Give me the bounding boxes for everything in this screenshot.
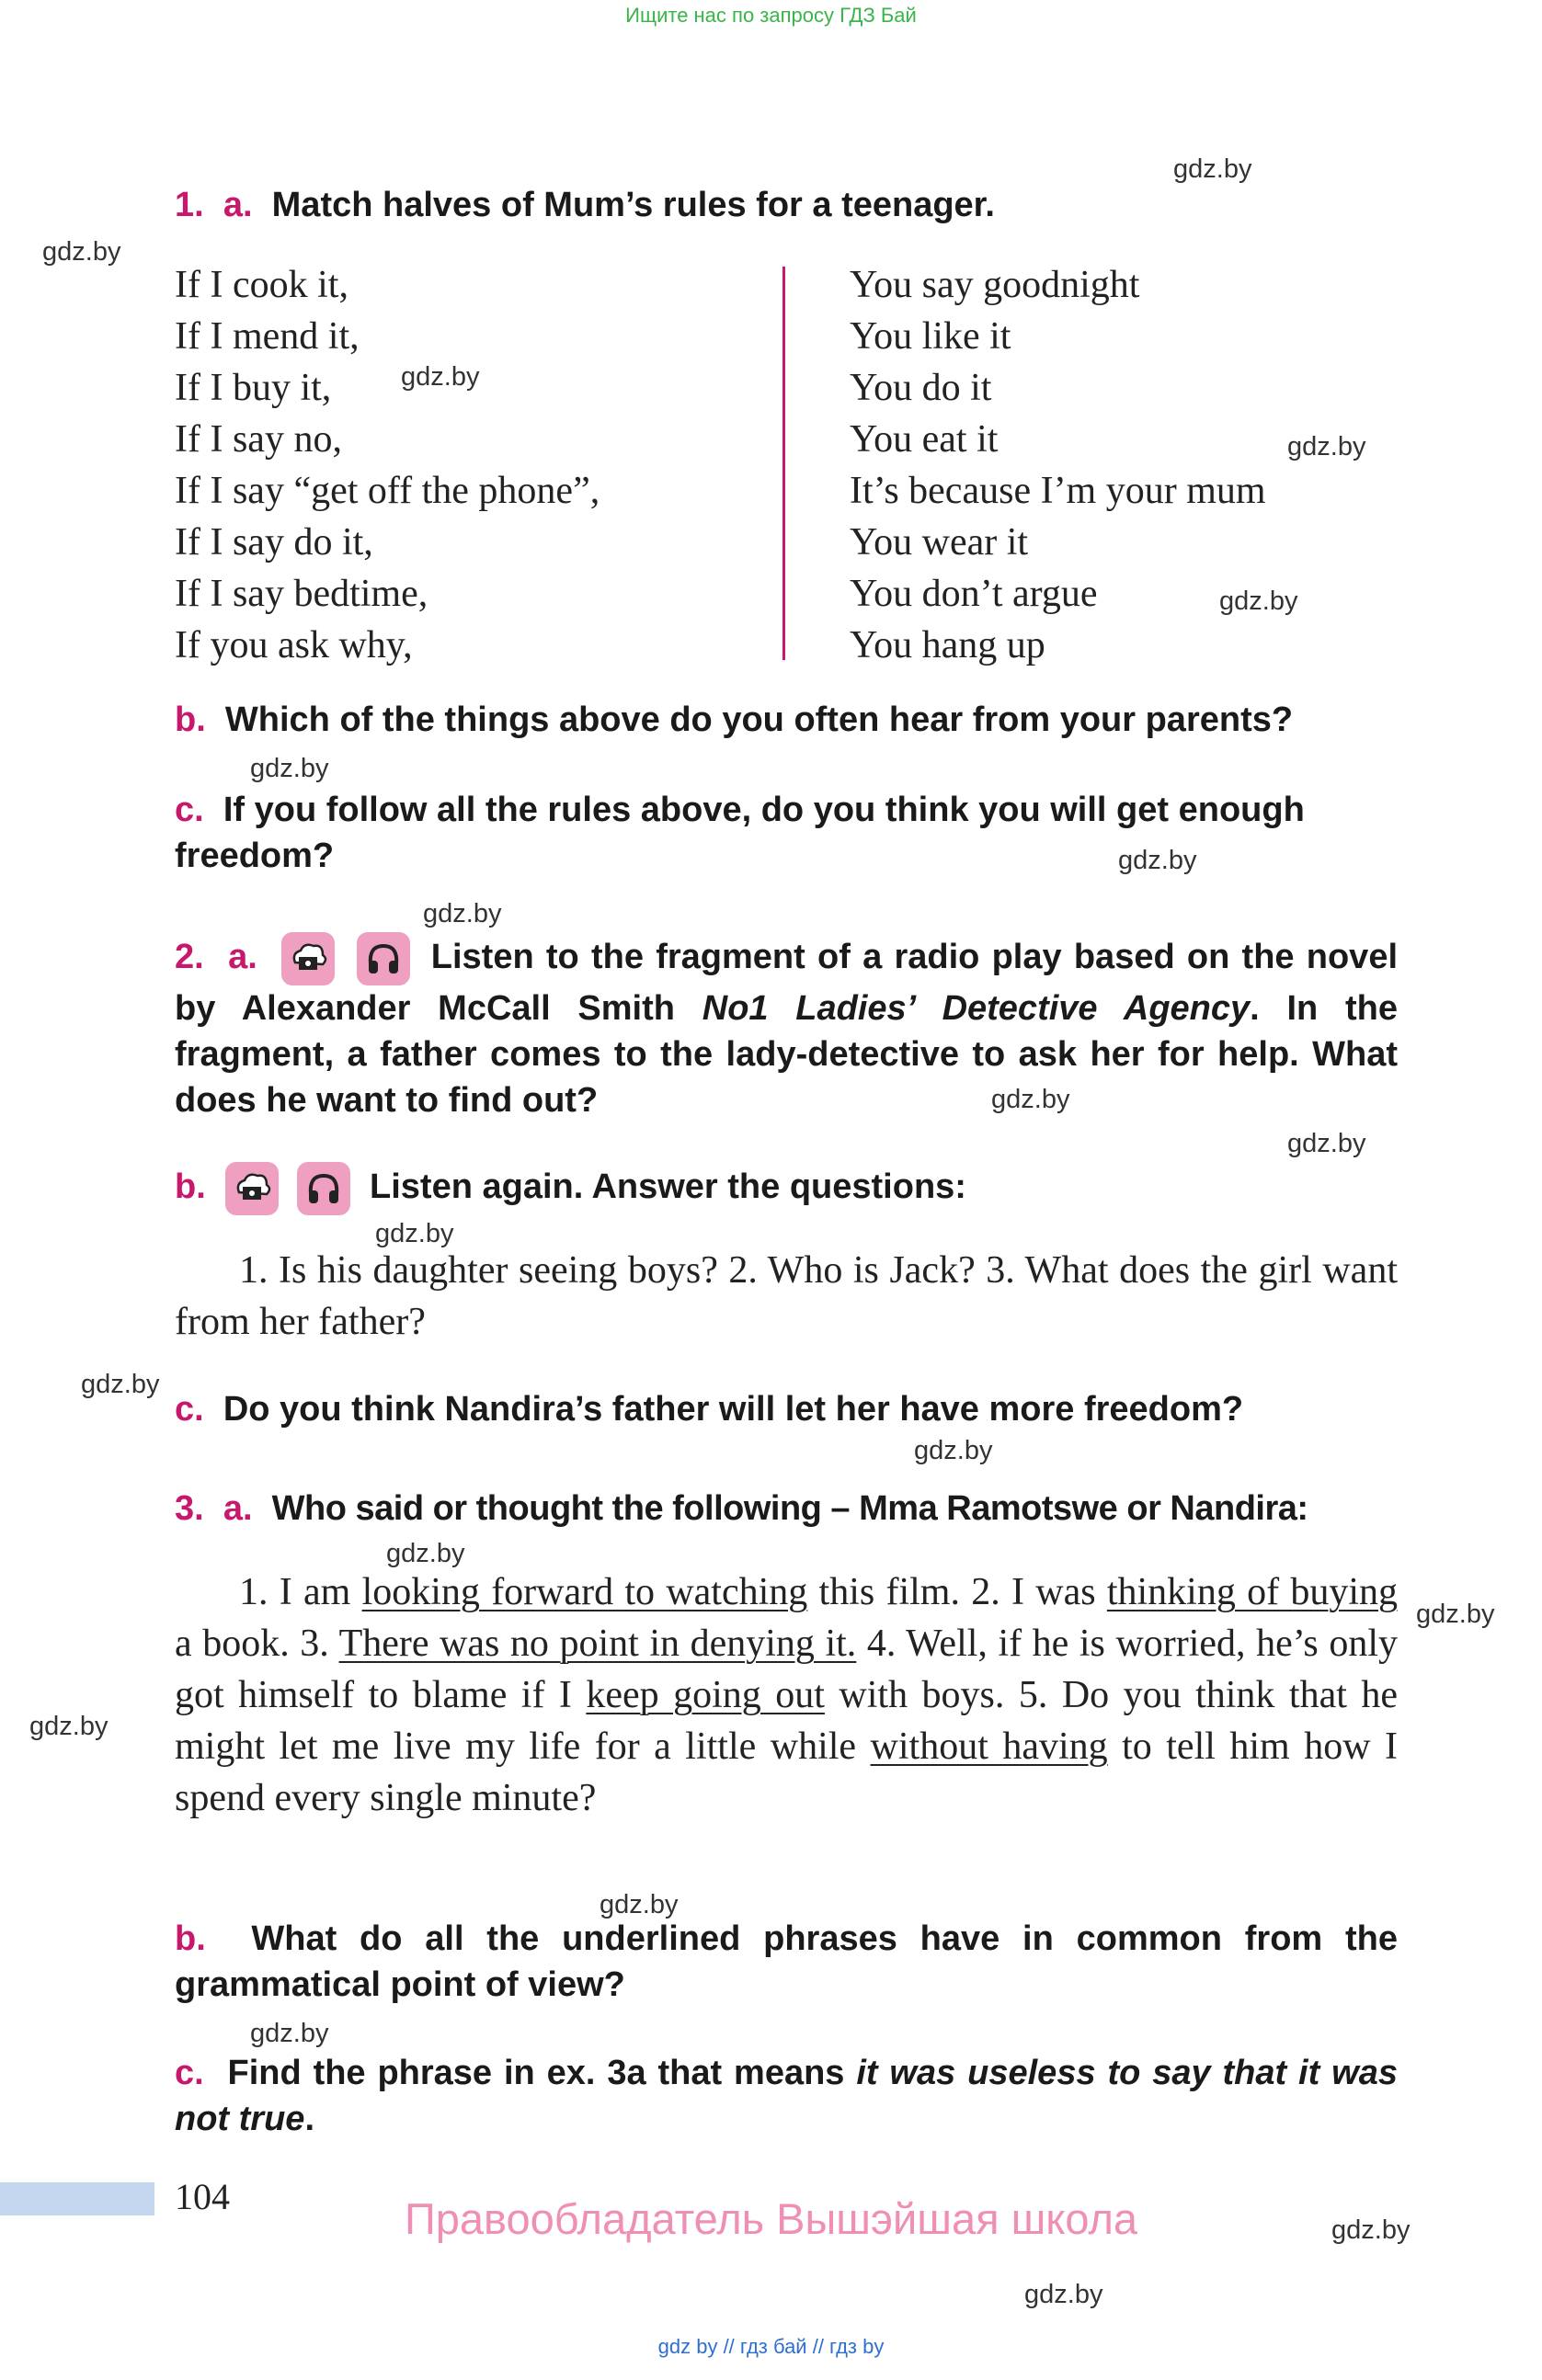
watermark: gdz.by bbox=[1416, 1600, 1495, 1629]
ex2-a-instruction bbox=[175, 932, 1398, 1123]
ex2-c-label: c. bbox=[175, 1390, 204, 1429]
ex1-c-label: c. bbox=[175, 791, 204, 829]
list-item: You eat it bbox=[850, 418, 999, 461]
ex3-a-paragraph bbox=[175, 1566, 1398, 1824]
ex2-b-questions: 1. Is his daughter seeing boys? 2. Who is Jack? 3. What does the girl want from her father? bbox=[175, 1249, 1398, 1343]
list-item: You don’t argue bbox=[850, 573, 1098, 615]
ex2-b-text: Listen again. Answer the questions: bbox=[370, 1167, 966, 1207]
column-divider bbox=[782, 267, 785, 660]
watermark: gdz.by bbox=[1219, 586, 1298, 616]
book-title: No1 Ladies’ Detective Agency bbox=[702, 989, 1251, 1028]
watermark: gdz.by bbox=[1118, 846, 1197, 875]
watermark: gdz.by bbox=[386, 1539, 465, 1568]
ex1-right-column bbox=[850, 259, 1266, 671]
ex3-a-instruction bbox=[175, 1486, 1416, 1532]
list-item: You hang up bbox=[850, 624, 1045, 666]
watermark: gdz.by bbox=[991, 1085, 1070, 1114]
ex1-a-instruction bbox=[175, 182, 1398, 228]
underlined-phrase: keep going out bbox=[586, 1674, 825, 1716]
ex1-a-text: Match halves of Mum’s rules for a teenager. bbox=[271, 186, 995, 224]
ex3-a-text: Who said or thought the following – Mma Ramotswe or Nandira: bbox=[271, 1489, 1308, 1528]
text-run: a book. 3. bbox=[175, 1623, 339, 1665]
ex2-b-label: b. bbox=[175, 1167, 206, 1207]
ex3-number: 3. bbox=[175, 1489, 204, 1528]
watermark: gdz.by bbox=[29, 1712, 109, 1741]
ex2-a-label: a. bbox=[228, 938, 257, 977]
ex3-c-text-2: . bbox=[304, 2100, 314, 2138]
watermark: gdz.by bbox=[42, 237, 121, 267]
watermark: gdz.by bbox=[250, 754, 329, 783]
top-banner: Ищите нас по запросу ГДЗ Бай bbox=[625, 4, 917, 27]
list-item: If I say do it, bbox=[175, 521, 373, 564]
watermark: gdz.by bbox=[423, 899, 502, 928]
text-run: 4. Well, if he is worried, he’s only got himself to blame if I bbox=[175, 1623, 1398, 1716]
watermark: gdz.by bbox=[81, 1370, 160, 1399]
page-number: 104 bbox=[175, 2176, 230, 2217]
ex1-c-text: If you follow all the rules above, do you think you will get enough freedom? bbox=[175, 791, 1305, 875]
cd-icon[interactable] bbox=[281, 932, 335, 985]
list-item: If I buy it, bbox=[175, 367, 332, 409]
ex3-c-question bbox=[175, 2050, 1398, 2142]
ex3-b-label: b. bbox=[175, 1919, 206, 1958]
ex3-c-label: c. bbox=[175, 2054, 204, 2092]
ex1-c-question bbox=[175, 787, 1398, 879]
text-run: this film. 2. I was bbox=[807, 1571, 1107, 1613]
watermark: gdz.by bbox=[1287, 1129, 1366, 1158]
list-item: You like it bbox=[850, 315, 1011, 358]
footer-links: gdz by // гдз бай // гдз by bbox=[657, 2335, 885, 2358]
ex1-left-column bbox=[175, 259, 600, 671]
ex2-c-text: Do you think Nandira’s father will let her have more freedom? bbox=[223, 1390, 1244, 1429]
list-item: If I say “get off the phone”, bbox=[175, 470, 600, 512]
watermark: gdz.by bbox=[1024, 2280, 1103, 2309]
ex1-number: 1. bbox=[175, 186, 204, 224]
watermark: gdz.by bbox=[600, 1890, 679, 1919]
list-item: If I mend it, bbox=[175, 315, 360, 358]
ex3-a-label: a. bbox=[223, 1489, 253, 1528]
headphones-icon[interactable] bbox=[357, 932, 410, 985]
ex1-b-question bbox=[175, 697, 1398, 743]
watermark: gdz.by bbox=[250, 2019, 329, 2048]
watermark: gdz.by bbox=[401, 362, 480, 392]
ex2-number: 2. bbox=[175, 938, 204, 977]
underlined-phrase: looking forward to watching bbox=[361, 1571, 808, 1613]
list-item: If you ask why, bbox=[175, 624, 413, 666]
underlined-phrase: There was no point in denying it. bbox=[338, 1623, 857, 1665]
list-item: If I say no, bbox=[175, 418, 342, 461]
watermark: gdz.by bbox=[1287, 432, 1366, 461]
list-item: It’s because I’m your mum bbox=[850, 470, 1266, 512]
underlined-phrase: without having bbox=[870, 1725, 1108, 1768]
list-item: If I say bedtime, bbox=[175, 573, 428, 615]
ex1-b-text: Which of the things above do you often hear from your parents? bbox=[224, 700, 1294, 739]
cd-icon[interactable] bbox=[225, 1162, 279, 1215]
text-run: with boys. 5. Do you think that he might let me live my life for a little while bbox=[175, 1674, 1398, 1768]
ex3-c-text-1: Find the phrase in ex. 3a that means bbox=[227, 2054, 845, 2092]
ex2-a-text-1: Listen to the fragment of a radio play based on the novel by Alexander McCall Smith bbox=[175, 938, 1399, 1028]
ex3-b-question bbox=[175, 1916, 1398, 2008]
ex3-c-italic: it was useless to say that it was not true bbox=[175, 2054, 1398, 2138]
list-item: You wear it bbox=[850, 521, 1029, 564]
list-item: You say goodnight bbox=[850, 264, 1140, 306]
list-item: If I cook it, bbox=[175, 264, 348, 306]
watermark: gdz.by bbox=[1331, 2215, 1411, 2245]
watermark: gdz.by bbox=[1173, 154, 1252, 184]
underlined-phrase: thinking of buying bbox=[1106, 1571, 1399, 1613]
ex1-b-label: b. bbox=[175, 700, 206, 739]
watermark: gdz.by bbox=[375, 1219, 454, 1248]
text-run: 1. I am bbox=[239, 1571, 362, 1613]
ex2-a-text-2: . In the fragment, a father comes to the lady-detective to ask her for help. What does he want to find out? bbox=[175, 989, 1399, 1120]
ex2-b-instruction bbox=[175, 1162, 1398, 1215]
ex1-a-label: a. bbox=[223, 186, 253, 224]
text-run: to tell him how I spend every single minute? bbox=[175, 1725, 1398, 1819]
ex2-c-question bbox=[175, 1386, 1398, 1432]
copyright-holder: Правообладатель Вышэйшая школа bbox=[404, 2194, 1138, 2243]
ex3-b-text: What do all the underlined phrases have in common from the grammatical point of view? bbox=[175, 1919, 1398, 2004]
headphones-icon[interactable] bbox=[297, 1162, 350, 1215]
list-item: You do it bbox=[850, 367, 992, 409]
watermark: gdz.by bbox=[914, 1436, 993, 1465]
